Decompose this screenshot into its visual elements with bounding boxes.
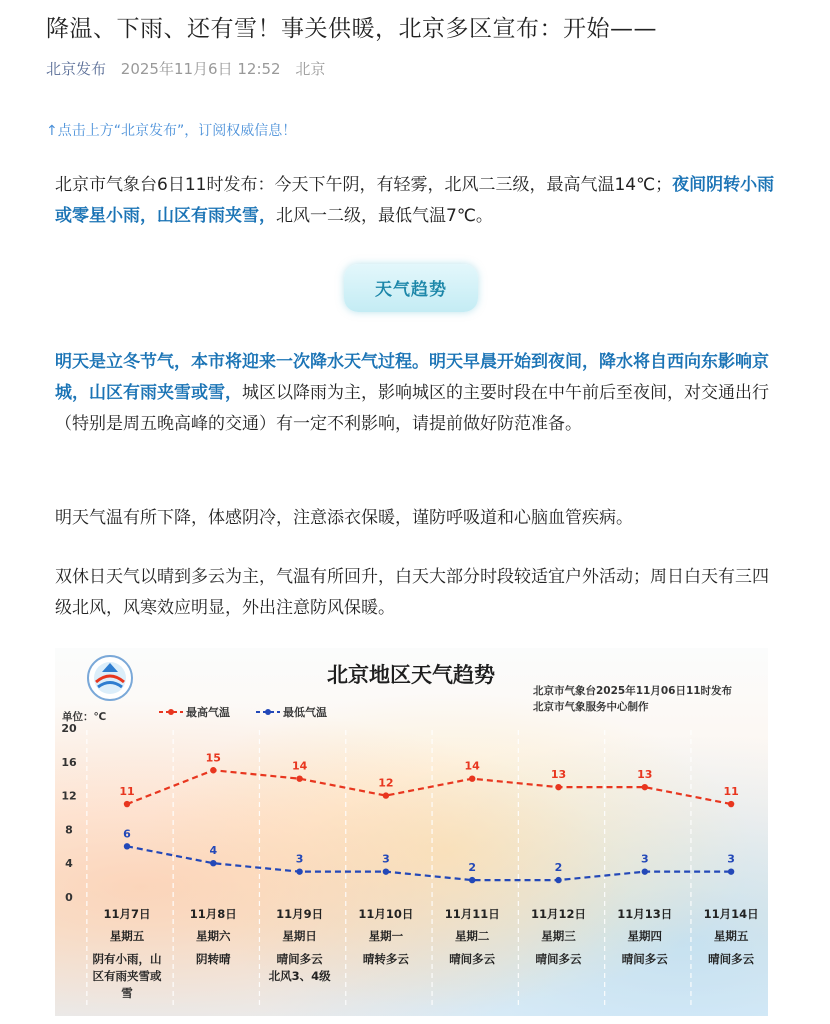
high-temp-label: 14	[291, 759, 308, 773]
legend-low	[256, 705, 327, 719]
legend-high-label: 最高气温	[186, 706, 230, 719]
x-date-label: 11月7日	[103, 907, 151, 921]
y-tick-label: 12	[61, 789, 77, 803]
weather-trend-chart	[55, 648, 768, 1016]
x-weather-label: 晴间多云	[449, 952, 496, 966]
source-account-link[interactable]: 北京发布	[46, 60, 107, 78]
high-temp-label: 15	[205, 751, 221, 765]
x-axis-labels	[93, 907, 759, 1000]
x-date-label: 11月8日	[189, 907, 237, 921]
low-temp-point	[728, 868, 734, 874]
high-temp-point	[728, 801, 734, 807]
y-tick-label: 16	[61, 755, 77, 769]
low-temp-label: 3	[382, 852, 390, 866]
x-weekday-label: 星期六	[196, 929, 231, 943]
forecast-tail: 北风一二级，最低气温7℃。	[276, 206, 493, 226]
high-temp-point	[642, 784, 648, 790]
x-weekday-label: 星期四	[627, 929, 663, 943]
high-temp-label: 11	[119, 785, 135, 799]
paragraph-temperature-advice: 明天气温有所下降，体感阴冷，注意添衣保暖，谨防呼吸道和心脑血管疾病。	[55, 508, 633, 528]
high-temp-point	[469, 776, 475, 782]
low-temp-label: 6	[123, 827, 131, 841]
forecast-highlight: 夜间阴转小雨或零星小雨，山区有雨夹雪，	[55, 175, 775, 226]
low-temp-label: 2	[468, 861, 477, 875]
forecast-text: 北京市气象台6日11时发布：今天下午阴，有轻雾，北风二三级，最高气温14℃；	[55, 175, 673, 195]
x-date-label: 11月9日	[276, 907, 324, 921]
x-weather-label: 区有雨夹雪或	[92, 969, 162, 983]
legend-low-label: 最低气温	[283, 706, 327, 719]
meteorological-logo-icon	[88, 656, 132, 700]
trend-chart-svg	[55, 648, 768, 1016]
x-date-label: 11月12日	[530, 907, 587, 921]
precipitation-highlight: 明天是立冬节气，本市将迎来一次降水天气过程。明天早晨开始到夜间，降水将自西向东影响京城，山区有雨夹雪或雪，	[55, 352, 769, 403]
x-weekday-label: 星期一	[368, 929, 404, 943]
y-axis-unit-label: 单位：℃	[62, 711, 107, 723]
x-weather-label: 晴间多云	[621, 952, 668, 966]
low-temp-point	[210, 860, 216, 866]
x-date-label: 11月13日	[617, 907, 673, 921]
x-date-label: 11月14日	[703, 907, 759, 921]
high-temp-label: 12	[378, 776, 394, 790]
chart-producer: 北京市气象服务中心制作	[533, 701, 649, 713]
high-temp-label: 13	[550, 768, 567, 782]
x-weather-label: 晴转多云	[362, 952, 409, 966]
low-temp-point	[383, 868, 389, 874]
article-title: 降温、下雨、还有雪！事关供暖，北京多区宣布：开始——	[46, 16, 657, 42]
low-temp-point	[642, 868, 648, 874]
x-weather-label: 雪	[121, 986, 133, 1000]
low-temp-point	[555, 877, 561, 883]
section-badge	[336, 258, 486, 318]
x-weekday-label: 星期五	[713, 929, 749, 943]
high-temp-point	[383, 792, 389, 798]
high-temp-label: 14	[464, 759, 480, 773]
paragraph-precipitation	[55, 347, 775, 440]
high-temp-point	[124, 801, 130, 807]
chart-title: 北京地区天气趋势	[327, 663, 495, 687]
y-tick-label: 8	[65, 823, 73, 837]
y-axis-ticks	[61, 722, 77, 904]
x-weather-label: 阴有小雨，山	[92, 952, 162, 966]
low-temp-label: 3	[640, 852, 649, 866]
low-temp-label: 2	[554, 861, 563, 875]
high-temp-label: 13	[637, 768, 653, 782]
paragraph-forecast-today	[55, 170, 775, 232]
low-temp-label: 3	[727, 852, 735, 866]
x-date-label: 11月11日	[444, 907, 500, 921]
publish-time: 2025年11月6日 12:52	[120, 60, 281, 78]
x-weather-label: 晴间多云	[276, 952, 323, 966]
precipitation-text: 城区以降雨为主，影响城区的主要时段在中午前后至夜间，对交通出行（特别是周五晚高峰的交通）有一定不利影响，请提前做好防范准备。	[55, 383, 769, 434]
series-lines	[119, 751, 738, 883]
x-weather-label: 阴转晴	[196, 952, 231, 966]
legend-high	[159, 705, 230, 719]
article-meta	[46, 58, 325, 79]
low-temp-point	[296, 868, 302, 874]
y-tick-label: 4	[65, 857, 73, 871]
publish-location: 北京	[295, 60, 326, 78]
x-weather-label: 晴间多云	[535, 952, 582, 966]
low-temp-point	[124, 843, 130, 849]
x-weekday-label: 星期三	[541, 929, 576, 943]
y-tick-label: 0	[65, 891, 73, 904]
subscribe-tip[interactable]: ↑点击上方“北京发布”，订阅权威信息！	[46, 123, 297, 139]
x-weekday-label: 星期五	[109, 929, 145, 943]
x-weekday-label: 星期二	[454, 929, 490, 943]
badge-label: 天气趋势	[375, 280, 447, 300]
x-weather-label: 晴间多云	[708, 952, 755, 966]
high-temp-label: 11	[723, 785, 739, 799]
y-tick-label: 20	[61, 722, 77, 735]
chart-issuer: 北京市气象台2025年11月06日11时发布	[533, 685, 733, 697]
high-temp-point	[296, 776, 302, 782]
paragraph-weekend: 双休日天气以晴到多云为主，气温有所回升，白天大部分时段较适宜户外活动；周日白天有三四级北风，风寒效应明显，外出注意防风保暖。	[55, 567, 769, 618]
low-temp-point	[469, 877, 475, 883]
x-weather-label: 北风3、4级	[268, 969, 331, 983]
x-date-label: 11月10日	[358, 907, 414, 921]
low-temp-label: 4	[209, 844, 218, 858]
low-temp-label: 3	[295, 852, 304, 866]
high-temp-point	[555, 784, 561, 790]
x-weekday-label: 星期日	[282, 929, 317, 943]
high-temp-point	[210, 767, 216, 773]
